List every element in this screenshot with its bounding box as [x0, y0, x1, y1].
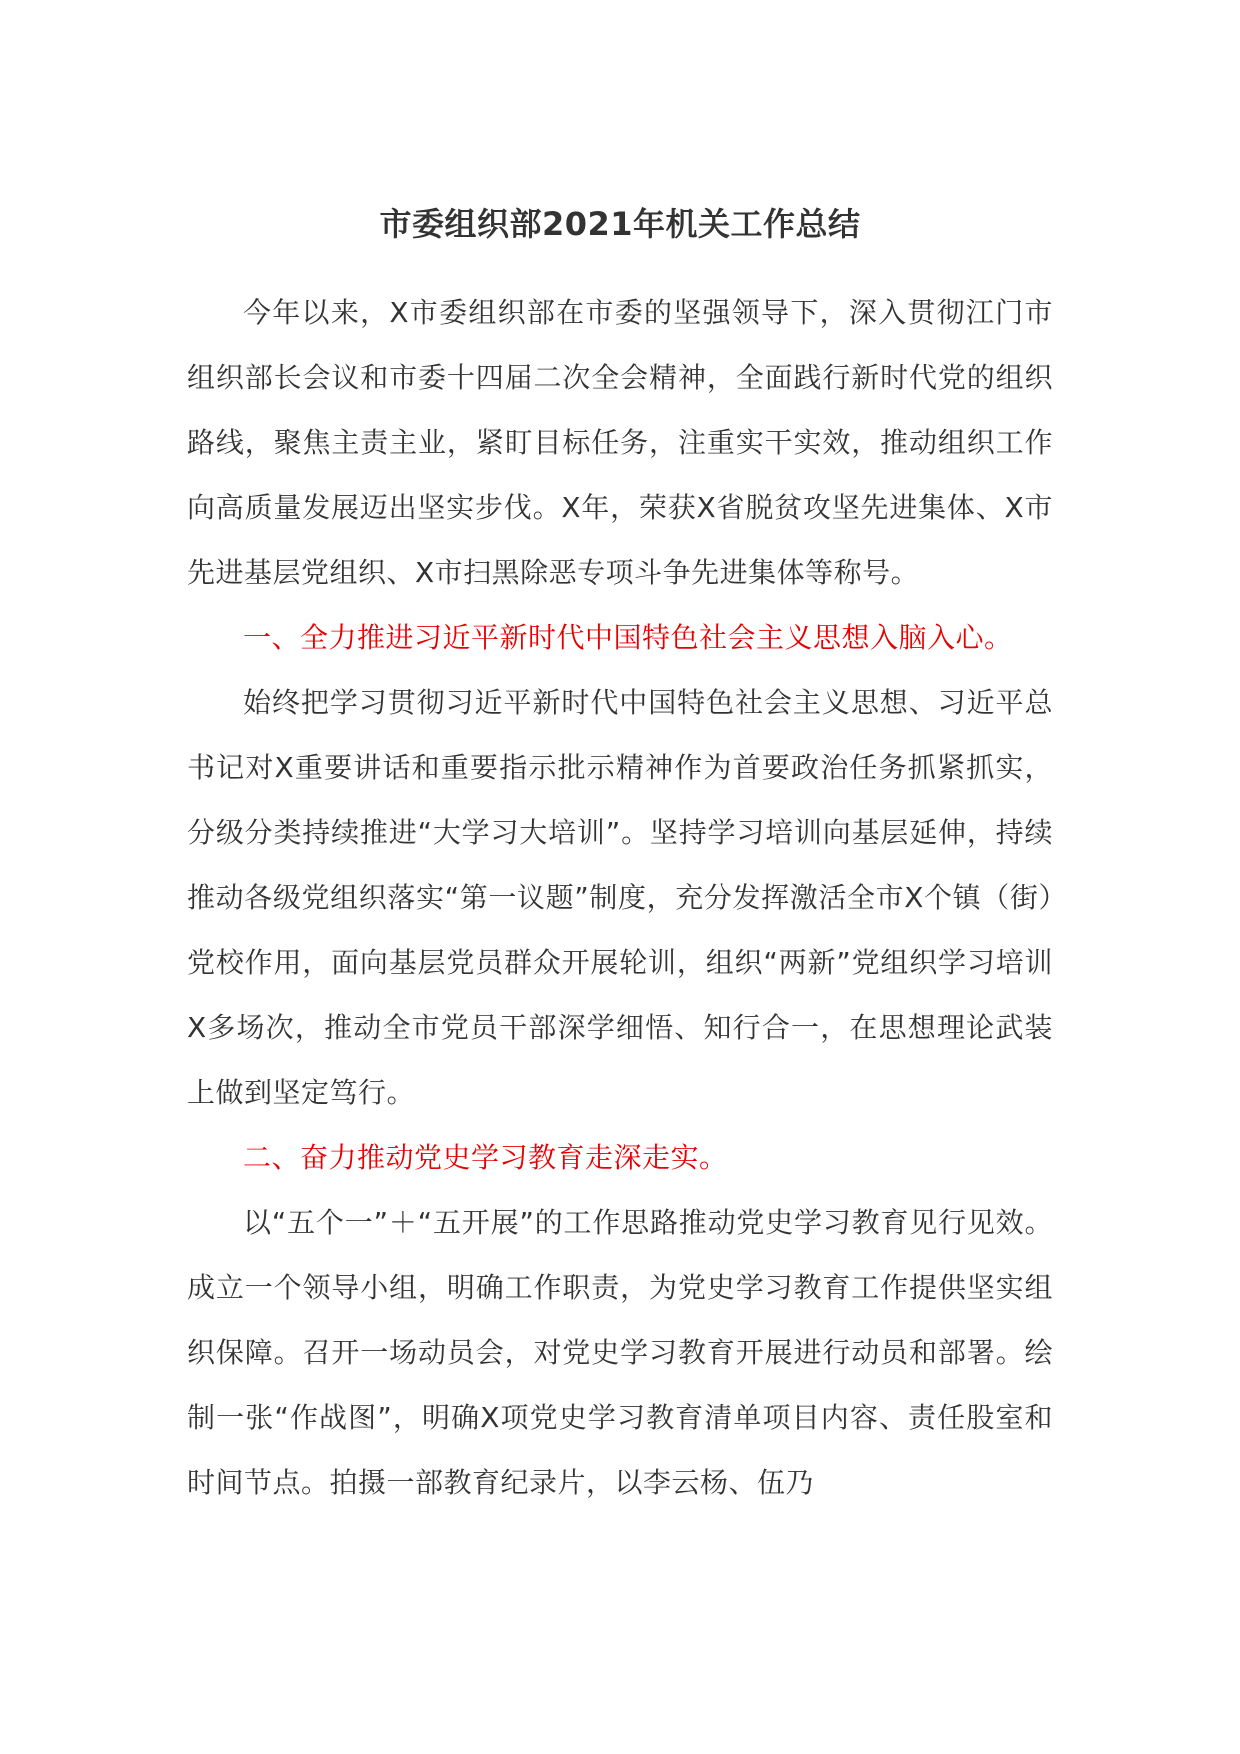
- section-heading-2: 二、奋力推动党史学习教育走深走实。: [243, 1141, 728, 1174]
- paragraph-section-2: 以“五个一”＋“五开展”的工作思路推动党史学习教育见行见效。成立一个领导小组，明确工作职责，为党史学习教育工作提供坚实组织保障。召开一场动员会，对党史学习教育开展进行动员和部署。绘制一张“作战图”，明确X项党史学习教育清单项目内容、责任股室和时间节点。拍摄一部教育纪录片，以李云杨、伍乃: [187, 1206, 1053, 1499]
- paragraph-intro: 今年以来，X市委组织部在市委的坚强领导下，深入贯彻江门市组织部长会议和市委十四届二次全会精神，全面践行新时代党的组织路线，聚焦主责主业，紧盯目标任务，注重实干实效，推动组织工作向高质量发展迈出坚实步伐。X年，荣获X省脱贫攻坚先进集体、X市先进基层党组织、X市扫黑除恶专项斗争先进集体等称号。: [187, 296, 1053, 589]
- document-title: 市委组织部2021年机关工作总结: [379, 205, 861, 243]
- paragraph-section-1: 始终把学习贯彻习近平新时代中国特色社会主义思想、习近平总书记对X重要讲话和重要指示批示精神作为首要政治任务抓紧抓实，分级分类持续推进“大学习大培训”。坚持学习培训向基层延伸，持续推动各级党组织落实“第一议题”制度，充分发挥激活全市X个镇（街）党校作用，面向基层党员群众开展轮训，组织“两新”党组织学习培训X多场次，推动全市党员干部深学细悟、知行合一，在思想理论武装上做到坚定笃行。: [187, 686, 1053, 1109]
- section-heading-1: 一、全力推进习近平新时代中国特色社会主义思想入脑入心。: [243, 621, 1013, 654]
- document-body: [187, 280, 1053, 1515]
